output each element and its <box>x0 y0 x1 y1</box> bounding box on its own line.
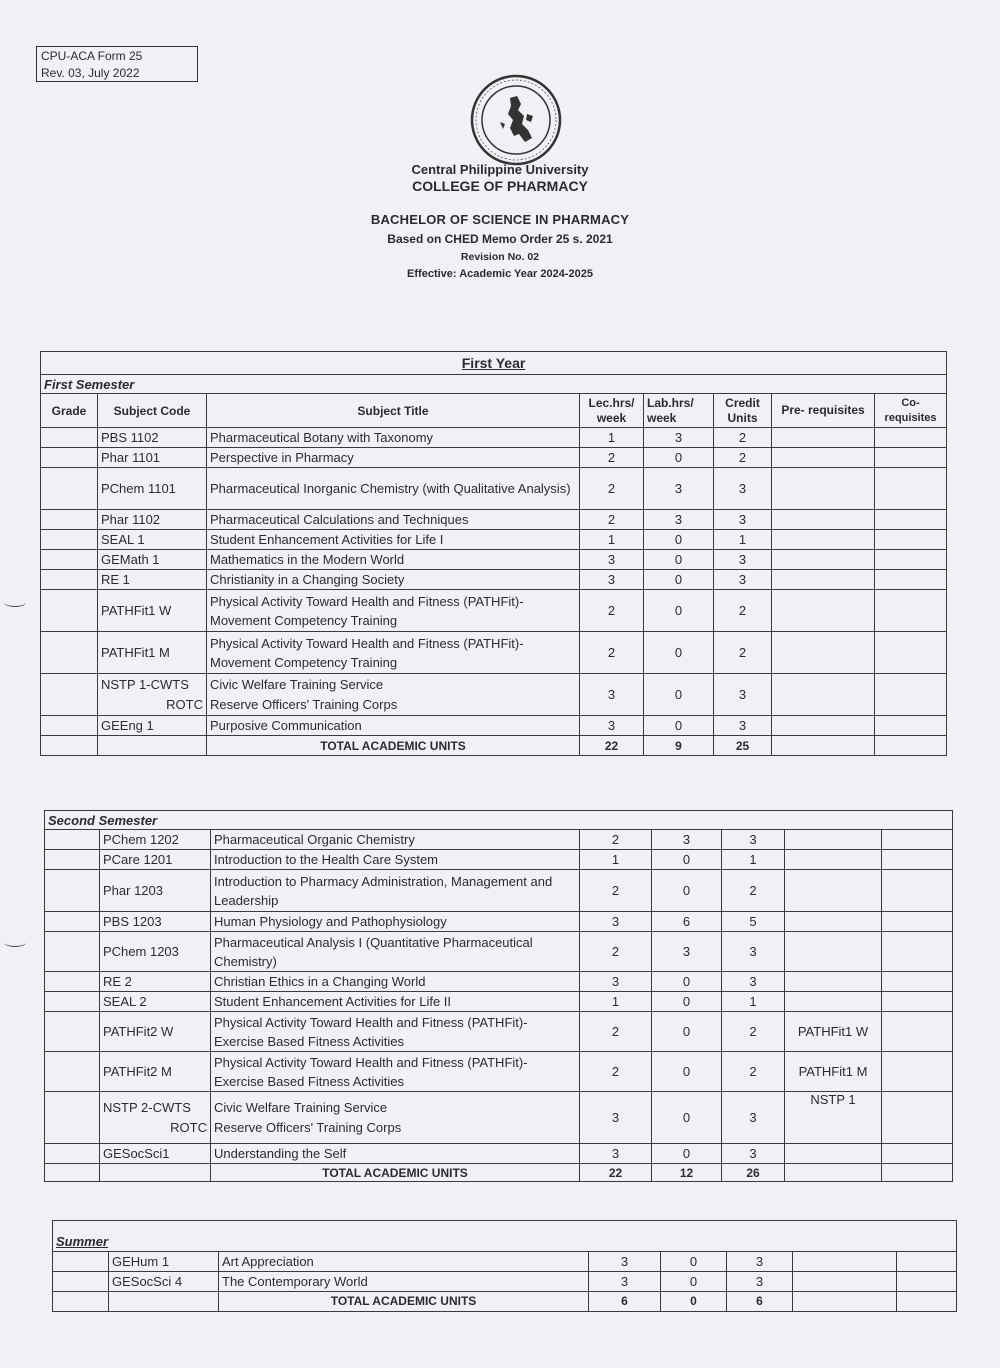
prerequisites <box>772 510 875 530</box>
subject-title-primary: Civic Welfare Training Service <box>214 1099 388 1115</box>
lab-hours: 0 <box>644 550 714 570</box>
prerequisites <box>772 530 875 550</box>
first-semester-table <box>40 351 947 756</box>
program-name: BACHELOR OF SCIENCE IN PHARMACY <box>370 212 630 227</box>
grade-cell <box>45 912 100 932</box>
prerequisites: PATHFit1 W <box>785 1012 882 1052</box>
lab-hours: 0 <box>652 992 722 1012</box>
lec-hours: 3 <box>580 1144 652 1164</box>
lab-hours: 0 <box>644 570 714 590</box>
grade-cell <box>45 972 100 992</box>
lec-hours: 3 <box>580 674 644 716</box>
lab-hours: 3 <box>652 932 722 972</box>
subject-title: Purposive Communication <box>207 716 580 736</box>
credit-units: 1 <box>714 530 772 550</box>
subject-title: Pharmaceutical Analysis I (Quantitative Pharmaceutical Chemistry) <box>211 932 580 972</box>
university-name: Central Philippine University <box>411 162 589 177</box>
prerequisites <box>772 570 875 590</box>
grade-cell <box>45 850 100 870</box>
subject-code: RE 1 <box>98 570 207 590</box>
lec-hours: 3 <box>589 1271 661 1291</box>
corequisites <box>882 1092 953 1144</box>
lab-hours: 0 <box>644 448 714 468</box>
subject-code: PBS 1203 <box>100 912 211 932</box>
corequisites <box>882 1012 953 1052</box>
subject-title: Introduction to Pharmacy Administration, Management and Leadership <box>211 870 580 912</box>
lab-hours: 0 <box>652 1092 722 1144</box>
subject-code: SEAL 2 <box>100 992 211 1012</box>
grade-cell <box>41 510 98 530</box>
lec-hours: 2 <box>580 830 652 850</box>
col-lab-hours: Lab.hrs/ week <box>644 394 714 428</box>
lab-hours: 3 <box>644 428 714 448</box>
credit-units: 2 <box>714 428 772 448</box>
corequisites <box>897 1271 957 1291</box>
total-label: TOTAL ACADEMIC UNITS <box>207 736 580 756</box>
ched-basis: Based on CHED Memo Order 25 s. 2021 <box>387 232 613 246</box>
lec-hours: 3 <box>580 550 644 570</box>
grade-cell <box>41 468 98 510</box>
subject-code: PATHFit2 W <box>100 1012 211 1052</box>
table-row <box>53 1251 957 1271</box>
lec-hours: 2 <box>580 468 644 510</box>
corequisites <box>882 1144 953 1164</box>
lec-hours: 2 <box>580 1052 652 1092</box>
prerequisites <box>785 850 882 870</box>
subject-title <box>211 1092 580 1144</box>
subject-title: Physical Activity Toward Health and Fitness (PATHFit)-Exercise Based Fitness Activities <box>211 1012 580 1052</box>
credit-units: 5 <box>722 912 785 932</box>
total-credit: 25 <box>714 736 772 756</box>
grade-cell <box>41 570 98 590</box>
table-row <box>45 830 953 850</box>
corequisites <box>875 468 947 510</box>
prerequisites <box>785 992 882 1012</box>
semester-label: Second Semester <box>45 811 953 830</box>
subject-code-alternate: ROTC <box>166 696 203 712</box>
table-row <box>45 992 953 1012</box>
table-row <box>45 870 953 912</box>
table-row <box>41 428 947 448</box>
revision-number: Revision No. 02 <box>460 251 540 263</box>
grade-cell <box>45 830 100 850</box>
col-lec-hours: Lec.hrs/ week <box>580 394 644 428</box>
subject-title: Understanding the Self <box>211 1144 580 1164</box>
table-row <box>41 550 947 570</box>
grade-cell <box>45 932 100 972</box>
prerequisites <box>772 448 875 468</box>
subject-code: PCare 1201 <box>100 850 211 870</box>
col-subject-code: Subject Code <box>98 394 207 428</box>
subject-code: PChem 1101 <box>98 468 207 510</box>
credit-units: 3 <box>727 1251 793 1271</box>
table-row <box>53 1271 957 1291</box>
credit-units: 1 <box>722 850 785 870</box>
credit-units: 3 <box>722 830 785 850</box>
table-row <box>45 1144 953 1164</box>
form-revision: Rev. 03, July 2022 <box>41 66 140 80</box>
prerequisites: NSTP 1 <box>785 1092 882 1144</box>
subject-title: Mathematics in the Modern World <box>207 550 580 570</box>
prerequisites <box>785 870 882 912</box>
subject-code: PChem 1203 <box>100 932 211 972</box>
table-row <box>45 1012 953 1052</box>
lec-hours: 2 <box>580 870 652 912</box>
corequisites <box>875 570 947 590</box>
university-seal-logo <box>470 74 562 166</box>
lec-hours: 1 <box>580 428 644 448</box>
lab-hours: 0 <box>652 1144 722 1164</box>
subject-code: PBS 1102 <box>98 428 207 448</box>
subject-code: PATHFit2 M <box>100 1052 211 1092</box>
lec-hours: 3 <box>580 1092 652 1144</box>
grade-cell <box>41 428 98 448</box>
credit-units: 3 <box>722 1144 785 1164</box>
grade-cell <box>45 992 100 1012</box>
subject-title-primary: Civic Welfare Training Service <box>210 676 384 692</box>
corequisites <box>875 716 947 736</box>
subject-title: Art Appreciation <box>219 1251 589 1271</box>
corequisites <box>882 972 953 992</box>
corequisites <box>875 530 947 550</box>
total-label: TOTAL ACADEMIC UNITS <box>211 1164 580 1182</box>
lec-hours: 2 <box>580 510 644 530</box>
credit-units: 2 <box>722 1012 785 1052</box>
total-lec: 22 <box>580 1164 652 1182</box>
lec-hours: 2 <box>580 590 644 632</box>
subject-code <box>98 674 207 716</box>
grade-cell <box>53 1251 109 1271</box>
table-row <box>45 932 953 972</box>
subject-title: Human Physiology and Pathophysiology <box>211 912 580 932</box>
corequisites <box>882 1052 953 1092</box>
lab-hours: 0 <box>644 674 714 716</box>
subject-title: Perspective in Pharmacy <box>207 448 580 468</box>
lab-hours: 0 <box>661 1251 727 1271</box>
margin-pen-mark <box>4 598 26 607</box>
credit-units: 1 <box>722 992 785 1012</box>
subject-code: GEHum 1 <box>109 1251 219 1271</box>
lec-hours: 3 <box>580 912 652 932</box>
corequisites <box>882 850 953 870</box>
subject-code: SEAL 1 <box>98 530 207 550</box>
total-credit: 26 <box>722 1164 785 1182</box>
grade-cell <box>53 1271 109 1291</box>
grade-cell <box>41 716 98 736</box>
credit-units: 3 <box>714 716 772 736</box>
subject-title: Student Enhancement Activities for Life I <box>207 530 580 550</box>
lec-hours: 2 <box>580 632 644 674</box>
grade-cell <box>45 1092 100 1144</box>
subject-title-alternate: Reserve Officers' Training Corps <box>210 696 398 712</box>
total-lab: 12 <box>652 1164 722 1182</box>
subject-title: Christianity in a Changing Society <box>207 570 580 590</box>
prerequisites <box>793 1251 897 1271</box>
grade-cell <box>45 870 100 912</box>
col-subject-title: Subject Title <box>207 394 580 428</box>
corequisites <box>875 674 947 716</box>
total-lab: 9 <box>644 736 714 756</box>
subject-code: RE 2 <box>100 972 211 992</box>
corequisites <box>875 590 947 632</box>
lab-hours: 0 <box>652 850 722 870</box>
lab-hours: 3 <box>644 468 714 510</box>
subject-code-primary: NSTP 2-CWTS <box>103 1099 191 1115</box>
credit-units: 3 <box>714 674 772 716</box>
subject-code: GEMath 1 <box>98 550 207 570</box>
prerequisites <box>785 912 882 932</box>
lec-hours: 3 <box>589 1251 661 1271</box>
prerequisites <box>772 590 875 632</box>
corequisites <box>897 1251 957 1271</box>
grade-cell <box>41 590 98 632</box>
total-lec: 22 <box>580 736 644 756</box>
subject-title: Christian Ethics in a Changing World <box>211 972 580 992</box>
subject-code: GEEng 1 <box>98 716 207 736</box>
credit-units: 3 <box>722 932 785 972</box>
margin-pen-mark <box>4 938 26 947</box>
year-title: First Year <box>41 352 947 375</box>
corequisites <box>882 992 953 1012</box>
prerequisites <box>772 716 875 736</box>
total-credit: 6 <box>727 1291 793 1311</box>
table-row <box>45 912 953 932</box>
subject-code: PATHFit1 W <box>98 590 207 632</box>
lab-hours: 3 <box>644 510 714 530</box>
lab-hours: 0 <box>644 590 714 632</box>
corequisites <box>882 870 953 912</box>
credit-units: 3 <box>722 1092 785 1144</box>
prerequisites: PATHFit1 M <box>785 1052 882 1092</box>
effective-year: Effective: Academic Year 2024-2025 <box>407 268 593 280</box>
subject-code <box>100 1092 211 1144</box>
subject-code: Phar 1102 <box>98 510 207 530</box>
credit-units: 3 <box>714 468 772 510</box>
col-grade: Grade <box>41 394 98 428</box>
credit-units: 2 <box>722 1052 785 1092</box>
grade-cell <box>45 1012 100 1052</box>
grade-cell <box>41 632 98 674</box>
corequisites <box>875 510 947 530</box>
prerequisites <box>772 550 875 570</box>
grade-cell <box>45 1052 100 1092</box>
subject-code: PChem 1202 <box>100 830 211 850</box>
lec-hours: 1 <box>580 530 644 550</box>
table-row <box>41 530 947 550</box>
table-row <box>41 632 947 674</box>
semester-label: First Semester <box>41 375 947 394</box>
prerequisites <box>793 1271 897 1291</box>
credit-units: 3 <box>714 550 772 570</box>
subject-code: Phar 1203 <box>100 870 211 912</box>
corequisites <box>882 912 953 932</box>
col-corequisites: Co- requisites <box>875 394 947 428</box>
grade-cell <box>41 550 98 570</box>
subject-title: Pharmaceutical Calculations and Techniques <box>207 510 580 530</box>
corequisites <box>875 632 947 674</box>
subject-title <box>207 674 580 716</box>
subject-code: GESocSci 4 <box>109 1271 219 1291</box>
credit-units: 3 <box>714 570 772 590</box>
prerequisites <box>785 1144 882 1164</box>
total-label: TOTAL ACADEMIC UNITS <box>219 1291 589 1311</box>
col-prerequisites: Pre- requisites <box>772 394 875 428</box>
subject-title: Pharmaceutical Botany with Taxonomy <box>207 428 580 448</box>
lab-hours: 0 <box>644 716 714 736</box>
subject-title: Student Enhancement Activities for Life II <box>211 992 580 1012</box>
subject-title: Pharmaceutical Inorganic Chemistry (with Qualitative Analysis) <box>207 468 580 510</box>
table-row <box>41 570 947 590</box>
college-name: COLLEGE OF PHARMACY <box>412 178 588 194</box>
subject-code-primary: NSTP 1-CWTS <box>101 676 189 692</box>
subject-title: The Contemporary World <box>219 1271 589 1291</box>
col-credit-units: Credit Units <box>714 394 772 428</box>
lec-hours: 1 <box>580 850 652 870</box>
lab-hours: 6 <box>652 912 722 932</box>
subject-title-alternate: Reserve Officers' Training Corps <box>214 1119 402 1135</box>
prerequisites <box>785 932 882 972</box>
second-semester-table <box>44 810 953 1182</box>
lec-hours: 3 <box>580 972 652 992</box>
subject-title: Introduction to the Health Care System <box>211 850 580 870</box>
lab-hours: 0 <box>644 632 714 674</box>
grade-cell <box>45 1144 100 1164</box>
subject-title: Pharmaceutical Organic Chemistry <box>211 830 580 850</box>
table-row <box>41 590 947 632</box>
corequisites <box>882 830 953 850</box>
table-row <box>45 850 953 870</box>
prerequisites <box>772 674 875 716</box>
table-row <box>41 448 947 468</box>
corequisites <box>875 448 947 468</box>
grade-cell <box>41 674 98 716</box>
lab-hours: 0 <box>661 1271 727 1291</box>
lec-hours: 1 <box>580 992 652 1012</box>
lec-hours: 3 <box>580 570 644 590</box>
grade-cell <box>41 448 98 468</box>
lab-hours: 0 <box>652 1052 722 1092</box>
lab-hours: 0 <box>652 870 722 912</box>
table-row <box>45 1052 953 1092</box>
form-number-box <box>36 46 198 82</box>
lab-hours: 0 <box>652 972 722 992</box>
corequisites <box>875 428 947 448</box>
lab-hours: 0 <box>644 530 714 550</box>
prerequisites <box>772 468 875 510</box>
corequisites <box>875 550 947 570</box>
total-lab: 0 <box>661 1291 727 1311</box>
table-row <box>41 716 947 736</box>
subject-title: Physical Activity Toward Health and Fitness (PATHFit)-Movement Competency Training <box>207 590 580 632</box>
semester-label: Summer <box>53 1233 957 1252</box>
subject-code-alternate: ROTC <box>170 1119 207 1135</box>
credit-units: 3 <box>714 510 772 530</box>
subject-code: GESocSci1 <box>100 1144 211 1164</box>
lec-hours: 2 <box>580 932 652 972</box>
lab-hours: 3 <box>652 830 722 850</box>
summer-table <box>52 1220 957 1312</box>
table-row <box>41 510 947 530</box>
table-row <box>41 468 947 510</box>
lec-hours: 3 <box>580 716 644 736</box>
credit-units: 3 <box>727 1271 793 1291</box>
table-row <box>45 972 953 992</box>
lec-hours: 2 <box>580 1012 652 1052</box>
table-row <box>41 674 947 716</box>
prerequisites <box>785 830 882 850</box>
lec-hours: 2 <box>580 448 644 468</box>
credit-units: 2 <box>714 590 772 632</box>
subject-code: Phar 1101 <box>98 448 207 468</box>
grade-cell <box>41 530 98 550</box>
subject-title: Physical Activity Toward Health and Fitness (PATHFit)-Movement Competency Training <box>207 632 580 674</box>
prerequisites <box>785 972 882 992</box>
prerequisites <box>772 632 875 674</box>
subject-title: Physical Activity Toward Health and Fitness (PATHFit)-Exercise Based Fitness Activities <box>211 1052 580 1092</box>
subject-code: PATHFit1 M <box>98 632 207 674</box>
credit-units: 3 <box>722 972 785 992</box>
table-row <box>45 1092 953 1144</box>
credit-units: 2 <box>714 632 772 674</box>
lab-hours: 0 <box>652 1012 722 1052</box>
prerequisites <box>772 428 875 448</box>
corequisites <box>882 932 953 972</box>
credit-units: 2 <box>722 870 785 912</box>
form-number: CPU-ACA Form 25 <box>41 49 143 63</box>
total-lec: 6 <box>589 1291 661 1311</box>
credit-units: 2 <box>714 448 772 468</box>
